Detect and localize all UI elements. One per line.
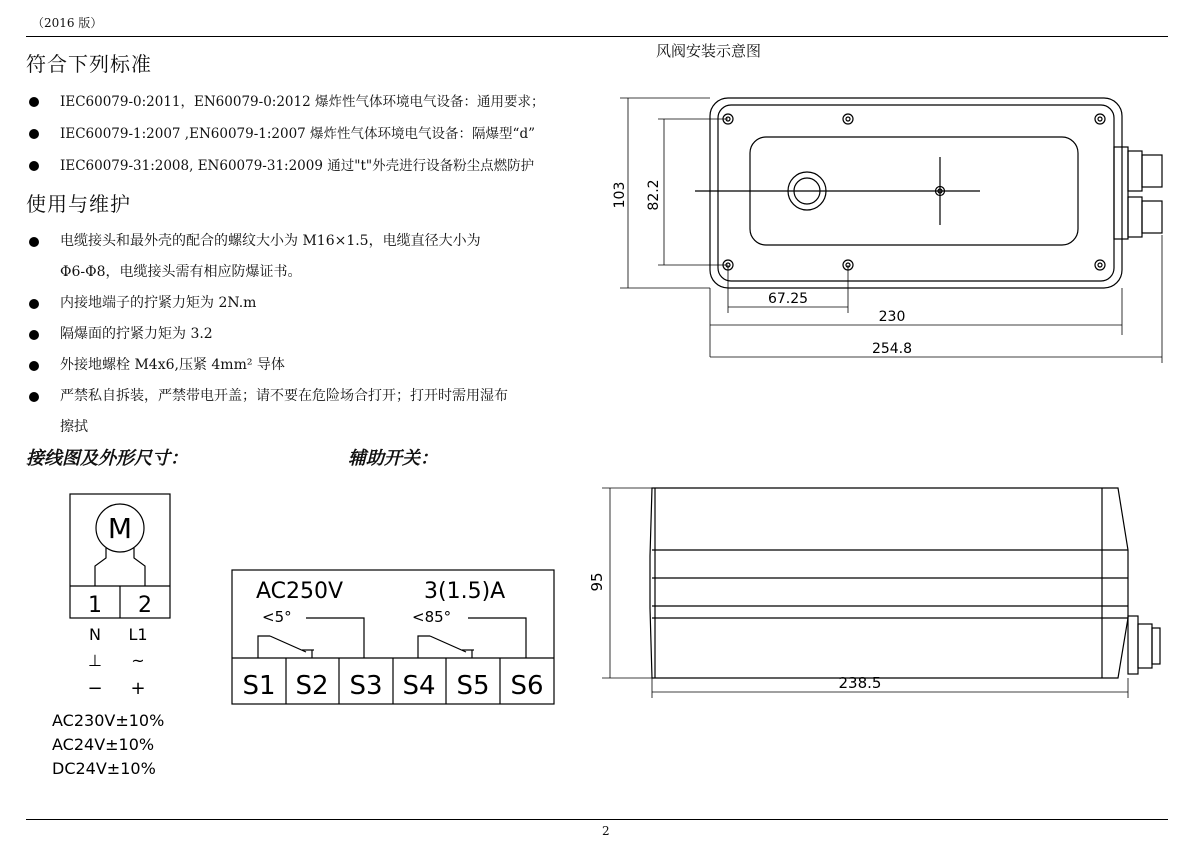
terminal-s5: S5 <box>456 671 490 701</box>
voltage-ac230: AC230V±10% <box>52 711 165 730</box>
terminal-s2: S2 <box>295 671 329 701</box>
edition-label: （2016 版） <box>32 16 103 30</box>
dim-height-inner: 82.2 <box>646 179 662 211</box>
voltage-dc24: DC24V±10% <box>52 759 156 778</box>
standards-list <box>26 86 544 182</box>
aux-switch-diagram <box>228 566 558 708</box>
standard-item: IEC60079-31:2008, EN60079-31:2009 通过"t"外壳进行设备粉尘点燃防护 <box>26 150 544 182</box>
dim-width-total: 254.8 <box>871 341 913 357</box>
ground-symbol: ⊥ <box>88 651 102 670</box>
motor-wiring-diagram <box>48 488 228 788</box>
maintenance-item: 严禁私自拆装，严禁带电开盖；请不要在危险场合打开；打开时需用湿布 <box>26 381 586 412</box>
dim-side-height: 95 <box>588 572 606 592</box>
standard-item: IEC60079-1:2007 ,EN60079-1:2007 爆炸性气体环境电气设备：隔爆型“d” <box>26 118 544 150</box>
terminal-2-label: L1 <box>128 625 148 644</box>
ac-symbol: ~ <box>131 651 145 670</box>
maintenance-item-continued: Φ6-Φ8，电缆接头需有相应防爆证书。 <box>60 264 302 280</box>
terminal-1: 1 <box>88 593 102 618</box>
standards-title: 符合下列标准 <box>26 52 152 76</box>
minus-symbol: − <box>87 678 103 699</box>
maintenance-title: 使用与维护 <box>26 192 131 216</box>
standard-item: IEC60079-0:2011，EN60079-0:2012 爆炸性气体环境电气设备：通用要求； <box>26 86 544 118</box>
dim-height-outer: 103 <box>612 181 628 209</box>
maintenance-list <box>26 226 586 443</box>
dim-side-length: 238.5 <box>838 674 882 692</box>
maintenance-item: 电缆接头和最外壳的配合的螺纹大小为 M16×1.5，电缆直径大小为 <box>26 226 586 257</box>
dim-hole-offset: 67.25 <box>767 291 809 307</box>
aux-current: 3(1.5)A <box>424 579 506 604</box>
dim-width-body: 230 <box>878 309 906 325</box>
switch-angle-2: <85° <box>412 608 452 626</box>
switch-angle-1: <5° <box>262 608 292 626</box>
terminal-2: 2 <box>138 593 152 618</box>
side-view-drawing <box>580 478 1170 708</box>
damper-diagram-title: 风阀安装示意图 <box>656 42 762 60</box>
side-body-outline <box>650 488 1128 678</box>
motor-symbol-letter: M <box>107 512 133 545</box>
wiring-section-title: 接线图及外形尺寸： <box>26 448 188 469</box>
voltage-ac24: AC24V±10% <box>52 735 155 754</box>
aux-switch-section-title: 辅助开关： <box>348 448 438 469</box>
maintenance-item: 隔爆面的拧紧力矩为 3.2 <box>26 319 586 350</box>
maintenance-item: 外接地螺栓 M4x6,压紧 4mm² 导体 <box>26 350 586 381</box>
terminal-1-label: N <box>89 625 101 644</box>
terminal-s1: S1 <box>242 671 276 701</box>
terminal-s3: S3 <box>349 671 383 701</box>
terminal-s6: S6 <box>510 671 544 701</box>
header-rule <box>26 36 1168 37</box>
plus-symbol: + <box>130 678 146 699</box>
footer-rule <box>26 819 1168 820</box>
actuator-outline <box>710 98 1122 288</box>
damper-installation-drawing <box>600 85 1180 375</box>
maintenance-item: 内接地端子的拧紧力矩为 2N.m <box>26 288 586 319</box>
aux-voltage: AC250V <box>256 579 344 604</box>
maintenance-item-continued: 擦拭 <box>60 419 88 435</box>
page-number: 2 <box>602 824 610 838</box>
terminal-s4: S4 <box>402 671 436 701</box>
